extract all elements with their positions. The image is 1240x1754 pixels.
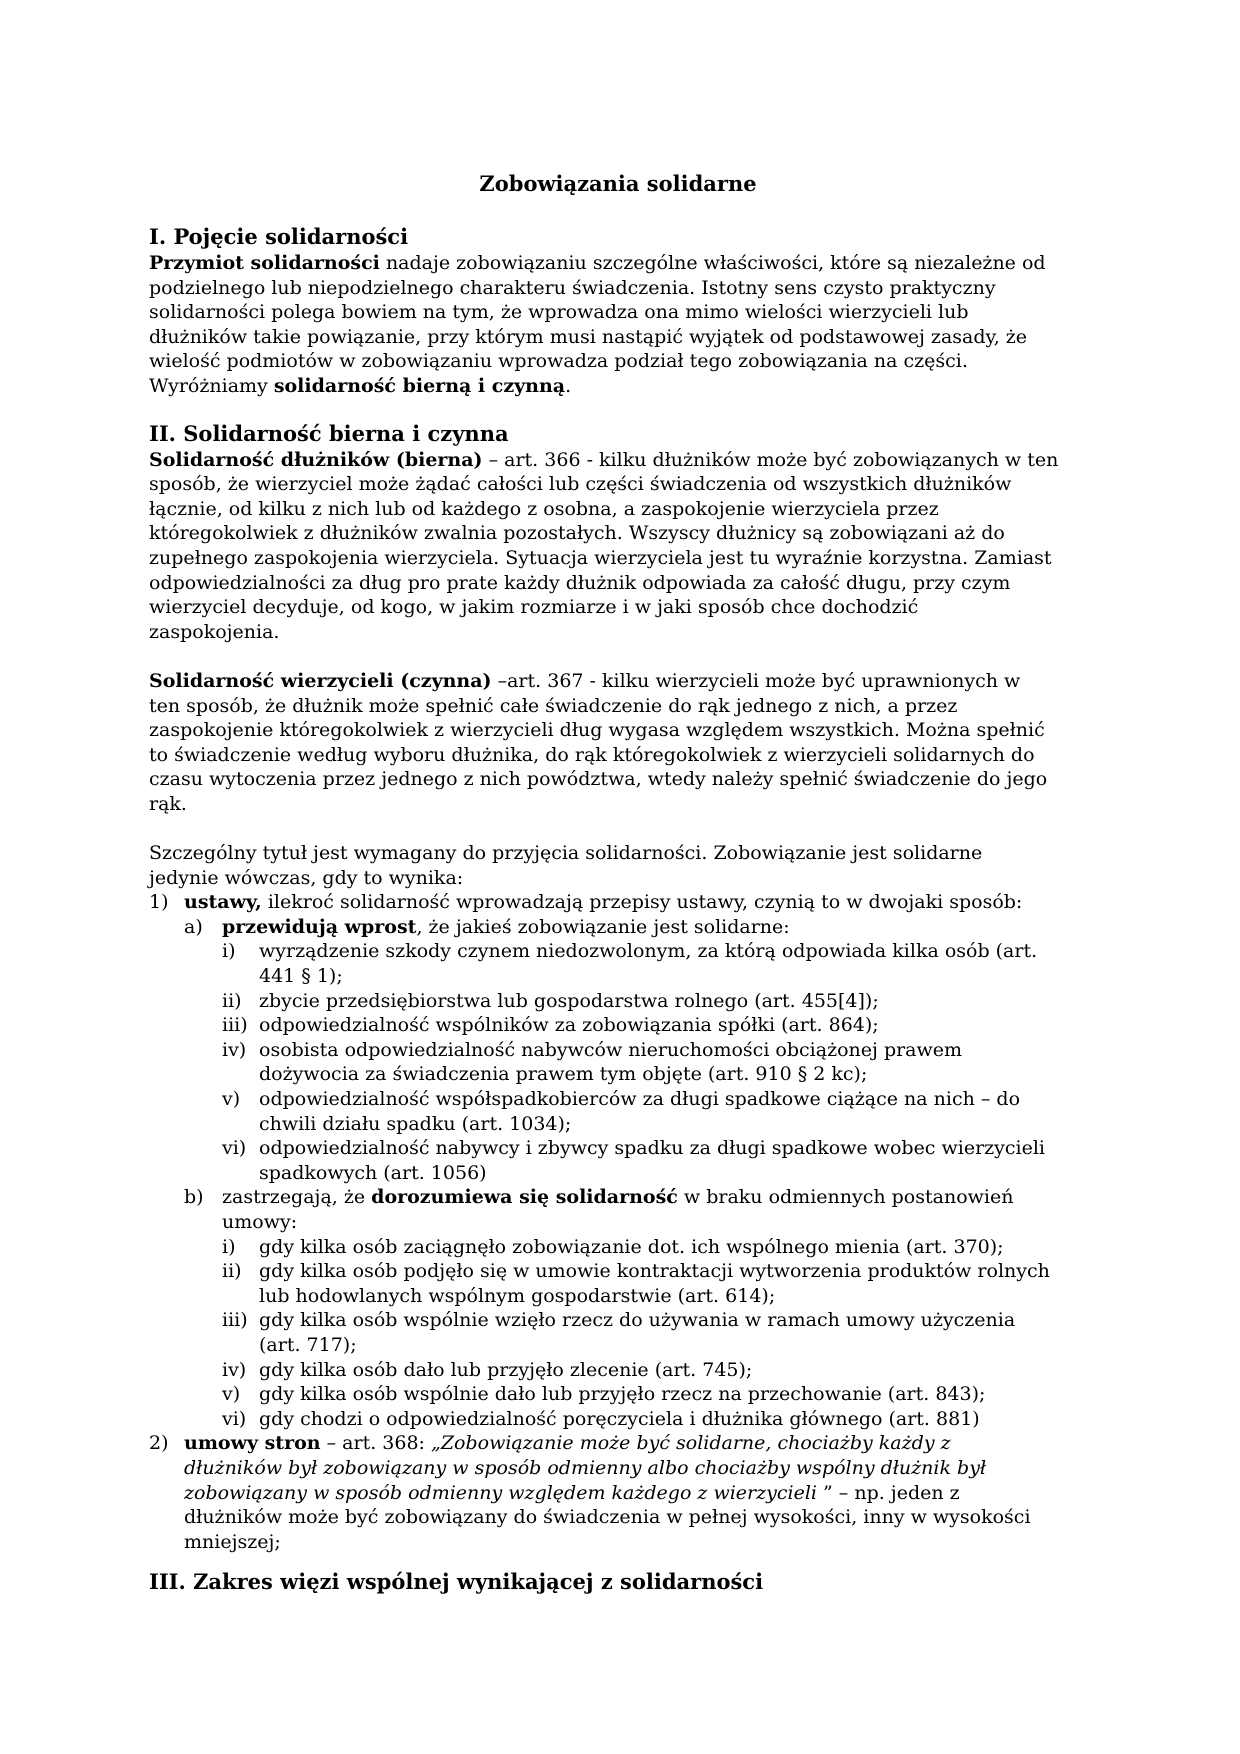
text-line: [149, 595, 1109, 620]
text-line: [149, 841, 1109, 866]
text: (art. 717);: [259, 1333, 357, 1356]
text-line: [149, 866, 1109, 891]
text: któregokolwiek z dłużników zwalnia pozostałych. Wszyscy dłużnicy są zobowiązani aż do: [149, 522, 1005, 545]
text-line: [149, 718, 1109, 743]
text: wielość podmiotów w zobowiązaniu wprowadza podział tego zobowiązania na części.: [149, 350, 968, 373]
text: osobista odpowiedzialność nabywców nieruchomości obciążonej prawem: [259, 1038, 963, 1061]
text-line: [149, 300, 1109, 325]
text-line: [259, 1136, 1109, 1161]
text: Szczególny tytuł jest wymagany do przyjęcia solidarności. Zobowiązanie jest solidarne: [149, 842, 983, 865]
italic-quote: dłużników był zobowiązany w sposób odmienny albo chociażby wspólny dłużnik był: [184, 1456, 987, 1479]
text-line: [184, 1481, 1109, 1506]
italic-quote: „Zobowiązanie może być solidarne, chociażby każdy z: [431, 1432, 951, 1455]
paragraph: [149, 448, 1109, 645]
text-line: [149, 792, 1109, 817]
text: spadkowych (art. 1056): [259, 1161, 487, 1184]
list-item: [149, 1358, 1109, 1383]
text-line: [149, 374, 1109, 399]
list-marker: 2): [149, 1432, 169, 1455]
text-line: [259, 1382, 1109, 1407]
text-line: [184, 1505, 1109, 1530]
text: gdy kilka osób dało lub przyjęło zlecenie (art. 745);: [259, 1358, 753, 1381]
list-marker: iv): [222, 1358, 247, 1381]
text: zaspokojenia.: [149, 620, 280, 643]
section-heading: I. Pojęcie solidarności: [149, 224, 409, 249]
text: gdy kilka osób zaciągnęło zobowiązanie dot. ich wspólnego mienia (art. 370);: [259, 1235, 1004, 1258]
text-line: [259, 1038, 1109, 1063]
bold-text: ustawy,: [184, 891, 262, 914]
text: zbycie przedsiębiorstwa lub gospodarstwa rolnego (art. 455[4]);: [259, 989, 879, 1012]
document-body: [149, 223, 1109, 1596]
bold-text: Solidarność wierzycieli (czynna): [149, 669, 492, 692]
text: rąk.: [149, 792, 187, 815]
list-item: [149, 939, 1109, 988]
list-marker: ii): [222, 989, 242, 1012]
list-item: [149, 1259, 1109, 1308]
text: .: [565, 374, 572, 397]
text-line: [149, 571, 1109, 596]
text: Wyróżniamy: [149, 374, 274, 397]
text: sposób, że wierzyciel może żądać całości lub części świadczenia od wszystkich dłużników: [149, 473, 1012, 496]
text: chwili działu spadku (art. 1034);: [259, 1112, 572, 1135]
text: łącznie, od kilku z nich lub od każdego z osobna, a zaspokojenie wierzyciela przez: [149, 497, 939, 520]
text: podzielnego lub niepodzielnego charakteru świadczenia. Istotny sens czysto praktyczny: [149, 276, 996, 299]
list-item: [149, 1382, 1109, 1407]
section: [149, 1568, 1109, 1596]
text: czasu wytoczenia przez jednego z nich powództwa, wtedy należy spełnić świadczenie do jego: [149, 768, 1048, 791]
text-line: [149, 767, 1109, 792]
text-line: [259, 1308, 1109, 1333]
list-marker: vi): [222, 1137, 247, 1160]
text-line: [259, 1259, 1109, 1284]
list-marker: 1): [149, 891, 169, 914]
text: w braku odmiennych postanowień: [677, 1186, 1014, 1209]
list-item: [149, 1407, 1109, 1432]
text: ” – np. jeden z: [817, 1481, 960, 1504]
text: to świadczenie według wyboru dłużnika, do rąk któregokolwiek z wierzycieli solidarnych do: [149, 743, 1035, 766]
text-line: [259, 964, 1109, 989]
text-line: [259, 1358, 1109, 1383]
bold-text: umowy stron: [184, 1432, 321, 1455]
list-item: [149, 890, 1109, 915]
list-item: [149, 1185, 1109, 1234]
paragraph: [149, 251, 1109, 399]
text-line: [184, 1456, 1109, 1481]
list-item: [149, 1013, 1109, 1038]
text-line: [259, 1062, 1109, 1087]
section: [149, 420, 1109, 1555]
text-line: [259, 1333, 1109, 1358]
text: jedynie wówczas, gdy to wynika:: [149, 866, 464, 889]
text: dłużników takie powiązanie, przy którym musi nastąpić wyjątek od podstawowej zasady, że: [149, 325, 1028, 348]
text: gdy kilka osób wspólnie dało lub przyjęło rzecz na przechowanie (art. 843);: [259, 1383, 986, 1406]
text-line: [149, 694, 1109, 719]
text-line: [149, 620, 1109, 645]
list-item: [149, 1431, 1109, 1554]
text-line: [149, 472, 1109, 497]
text: dłużników może być zobowiązany do świadczenia w pełnej wysokości, inny w wysokości: [184, 1506, 1031, 1529]
text: 441 § 1);: [259, 965, 343, 988]
list-item: [149, 989, 1109, 1014]
list-item: [149, 915, 1109, 940]
text: odpowiedzialność współspadkobierców za długi spadkowe ciążące na nich – do: [259, 1088, 1021, 1110]
text: gdy kilka osób podjęło się w umowie kontraktacji wytworzenia produktów rolnych: [259, 1260, 1050, 1283]
text: mniejszej;: [184, 1530, 281, 1553]
text: –art. 367 - kilku wierzycieli może być uprawnionych w: [491, 669, 1021, 692]
text-line: [184, 1431, 1109, 1456]
text: lub hodowlanych wspólnym gospodarstwie (art. 614);: [259, 1284, 776, 1307]
text: dożywocia za świadczenia prawem tym objęte (art. 910 § 2 kc);: [259, 1063, 868, 1086]
list-marker: iii): [222, 1014, 248, 1037]
text-line: [259, 1112, 1109, 1137]
list-item: [149, 1235, 1109, 1260]
text: wierzyciel decyduje, od kogo, w jakim rozmiarze i w jaki sposób chce dochodzić: [149, 596, 919, 619]
list-marker: a): [184, 915, 203, 938]
text-line: [149, 546, 1109, 571]
text: ten sposób, że dłużnik może spełnić całe świadczenie do rąk jednego z nich, a przez: [149, 694, 958, 717]
paragraph: [149, 669, 1109, 817]
text: wyrządzenie szkody czynem niedozwolonym, za którą odpowiada kilka osób (art.: [259, 940, 1038, 963]
text-line: [149, 325, 1109, 350]
list-item: [149, 1308, 1109, 1357]
text-line: [222, 915, 1109, 940]
text-line: [184, 890, 1109, 915]
text: gdy kilka osób wspólnie wzięło rzecz do używania w ramach umowy użyczenia: [259, 1309, 1016, 1332]
text: umowy:: [222, 1210, 298, 1233]
list-marker: i): [222, 1235, 236, 1258]
text-line: [149, 521, 1109, 546]
section-heading: III. Zakres więzi wspólnej wynikającej z solidarności: [149, 1569, 764, 1595]
text-line: [149, 448, 1109, 473]
text-line: [149, 669, 1109, 694]
text: – art. 368:: [320, 1432, 431, 1455]
italic-quote: zobowiązany w sposób odmienny względem każdego z wierzycieli: [184, 1481, 817, 1504]
text-line: [149, 497, 1109, 522]
list-marker: b): [184, 1186, 204, 1209]
bold-text: Przymiot solidarności: [149, 252, 380, 274]
text-line: [259, 1235, 1109, 1260]
list-item: [149, 1136, 1109, 1185]
text-line: [259, 1407, 1109, 1432]
text: ilekroć solidarność wprowadzają przepisy ustawy, czynią to w dwojaki sposób:: [261, 891, 1023, 914]
list-marker: v): [222, 1088, 241, 1110]
text: zaspokojenie któregokolwiek z wierzycieli dług wygasa względem wszystkich. Można spełnić: [149, 719, 1045, 742]
text-line: [259, 1087, 1109, 1112]
list-marker: v): [222, 1383, 241, 1406]
text: odpowiedzialności za dług pro prate każdy dłużnik odpowiada za całość długu, przy czym: [149, 571, 1011, 594]
text: gdy chodzi o odpowiedzialność poręczyciela i dłużnika głównego (art. 881): [259, 1407, 980, 1430]
bold-text: dorozumiewa się solidarność: [371, 1186, 678, 1209]
list-item: [149, 1087, 1109, 1136]
text: – art. 366 - kilku dłużników może być zobowiązanych w ten: [482, 448, 1059, 471]
text-line: [184, 1530, 1109, 1555]
bold-text: Solidarność dłużników (bierna): [149, 448, 483, 471]
text-line: [259, 1013, 1109, 1038]
section-heading: II. Solidarność bierna i czynna: [149, 420, 509, 446]
list-marker: iv): [222, 1038, 247, 1061]
text: zupełnego zaspokojenia wierzyciela. Sytuacja wierzyciela jest tu wyraźnie korzystna. Zamiast: [149, 546, 1052, 569]
text-line: [149, 276, 1109, 301]
list-item: [149, 1038, 1109, 1087]
text-line: [222, 1185, 1109, 1210]
text: , że jakieś zobowiązanie jest solidarne:: [416, 915, 790, 938]
text-line: [149, 743, 1109, 768]
text-line: [259, 1161, 1109, 1186]
bold-text: solidarność bierną i czynną: [273, 374, 566, 397]
bold-text: przewidują wprost: [222, 915, 417, 938]
text: odpowiedzialność nabywcy i zbywcy spadku za długi spadkowe wobec wierzycieli: [259, 1137, 1046, 1160]
list-marker: vi): [222, 1407, 247, 1430]
paragraph: [149, 841, 1109, 890]
list-marker: i): [222, 940, 236, 963]
section: [149, 223, 1109, 399]
text-line: [222, 1210, 1109, 1235]
text: nadaje zobowiązaniu szczególne właściwości, które są niezależne od: [379, 252, 1046, 274]
text-line: [259, 1284, 1109, 1309]
text-line: [259, 989, 1109, 1014]
text-line: [259, 939, 1109, 964]
list-marker: ii): [222, 1260, 242, 1283]
text-line: [149, 251, 1109, 276]
document-title: Zobowiązania solidarne: [479, 171, 757, 196]
text-line: [149, 349, 1109, 374]
text: solidarności polega bowiem na tym, że wprowadza ona mimo wielości wierzycieli lub: [149, 301, 969, 324]
list-marker: iii): [222, 1309, 248, 1332]
text: odpowiedzialność wspólników za zobowiązania spółki (art. 864);: [259, 1014, 879, 1037]
text: zastrzegają, że: [222, 1186, 372, 1209]
